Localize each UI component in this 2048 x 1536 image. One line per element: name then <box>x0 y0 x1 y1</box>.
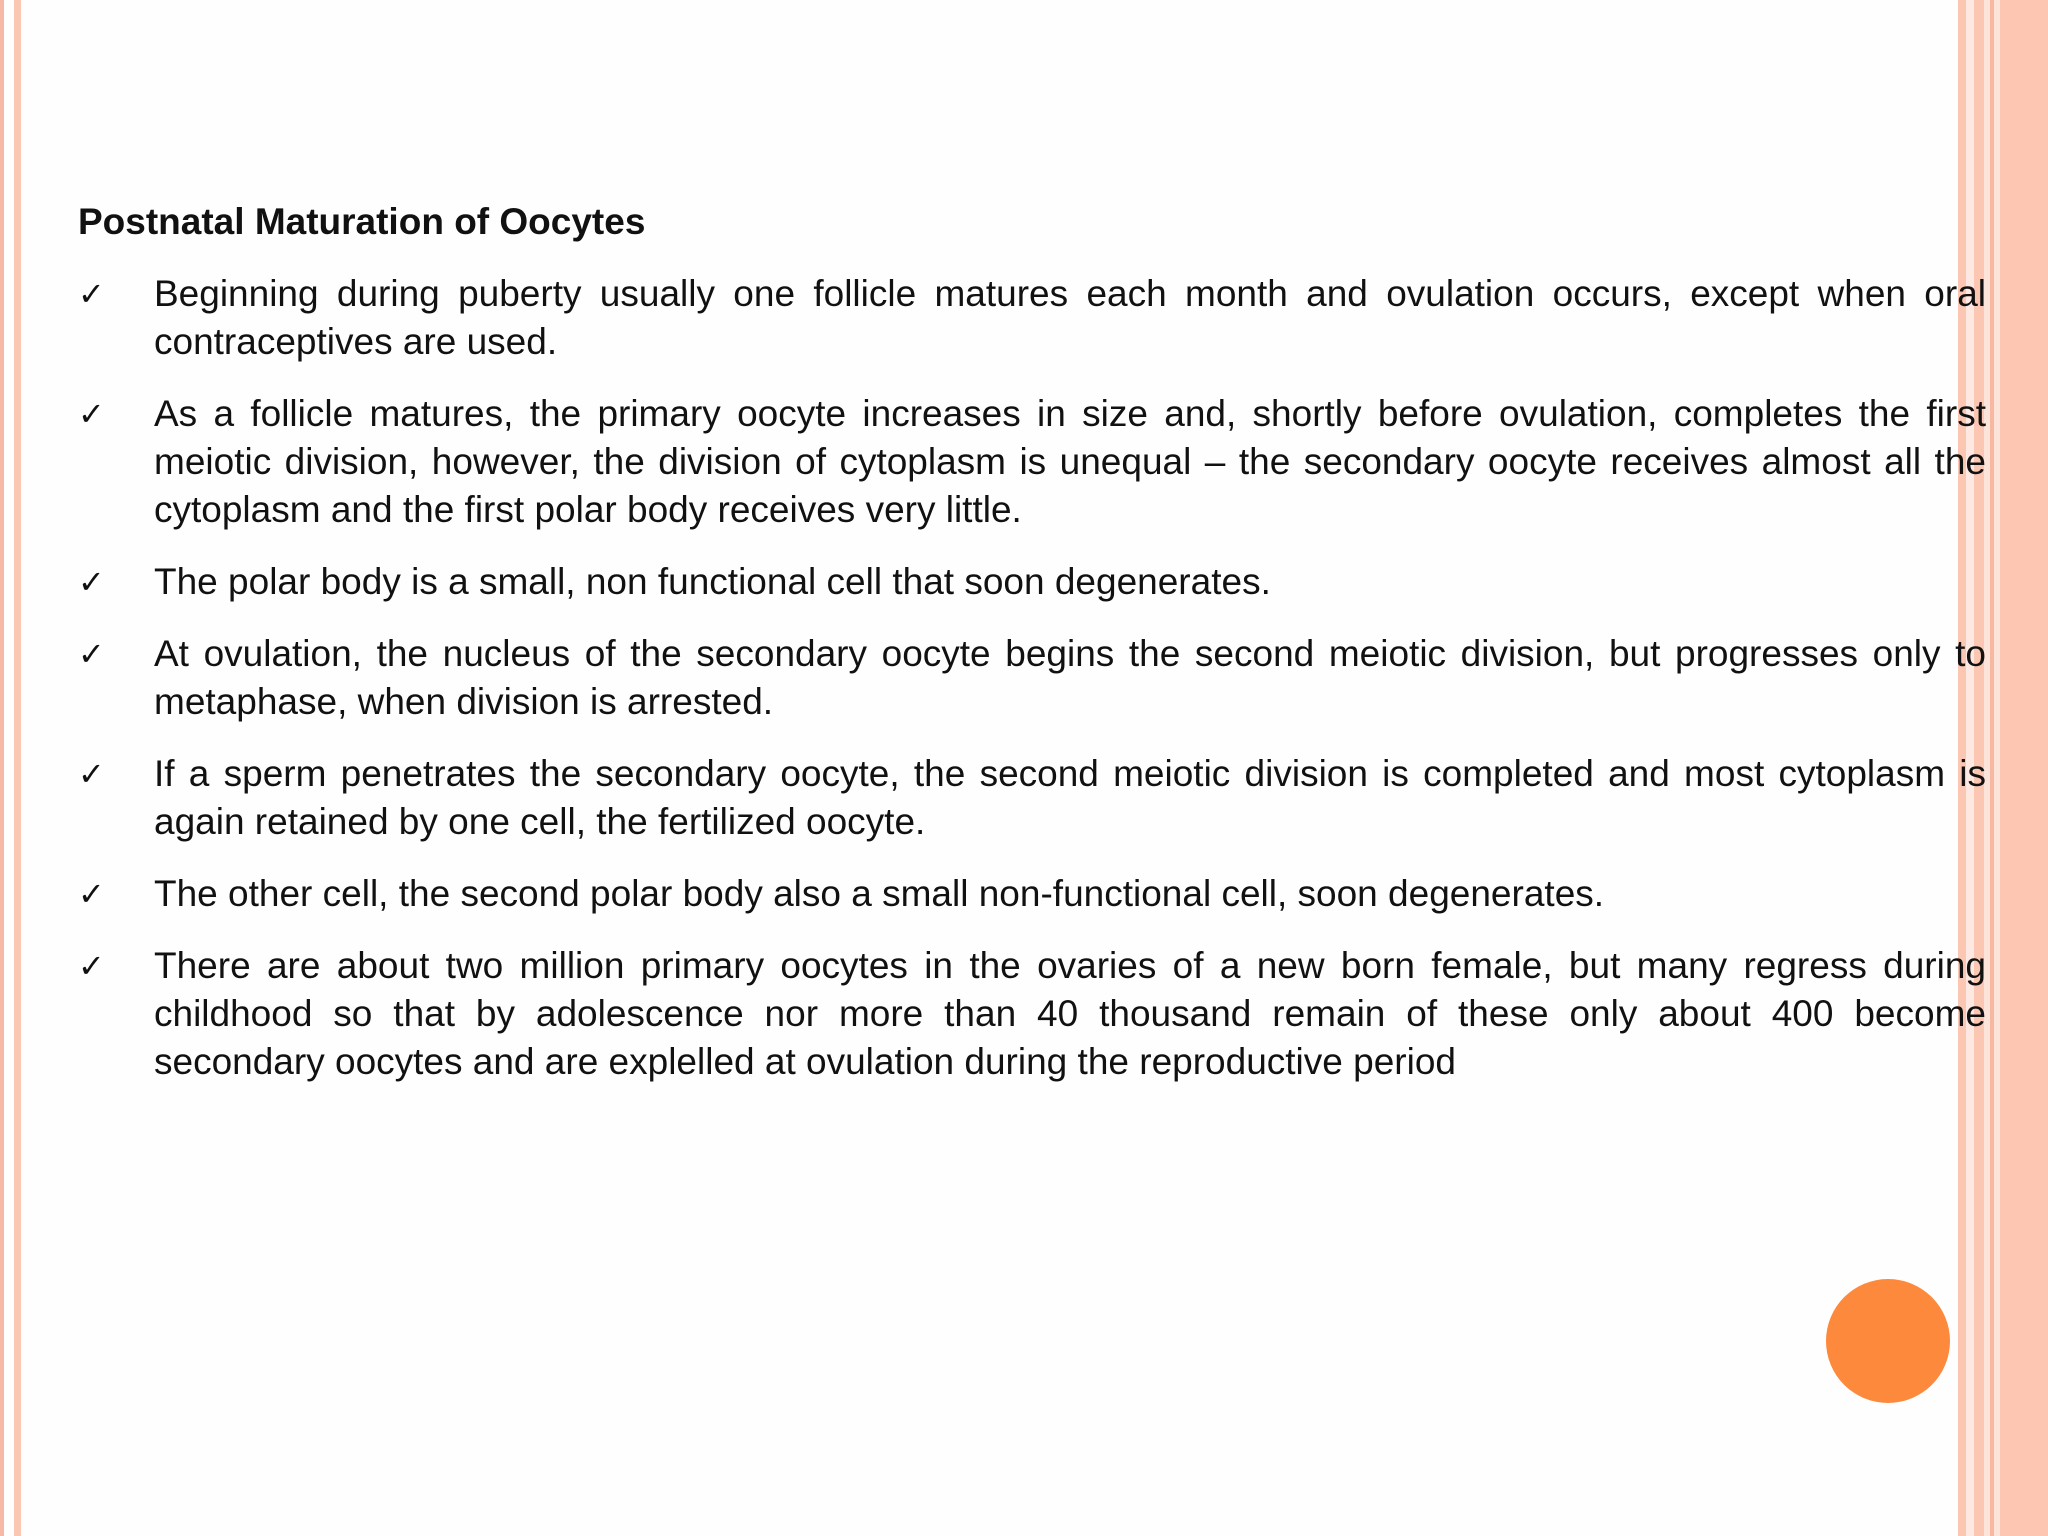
left-border-outer <box>0 0 4 1536</box>
bullet-item <box>78 870 1986 918</box>
checkmark-icon: ✓ <box>78 755 105 793</box>
checkmark-icon: ✓ <box>78 395 105 433</box>
bullet-item <box>78 558 1986 606</box>
slide-title: Postnatal Maturation of Oocytes <box>78 201 646 242</box>
bullet-text: The other cell, the second polar body also a small non-functional cell, soon degenerates. <box>154 873 1605 914</box>
bullet-text: At ovulation, the nucleus of the secondary oocyte begins the second meiotic division, but progresses only to metaphase, when division is arrested. <box>154 633 1986 722</box>
orange-circle-decoration <box>1826 1279 1950 1403</box>
bullet-item <box>78 750 1986 846</box>
bullet-list <box>78 270 1986 1110</box>
checkmark-icon: ✓ <box>78 275 105 313</box>
bullet-text: If a sperm penetrates the secondary oocyte, the second meiotic division is completed and most cytoplasm is again retained by one cell, the fertilized oocyte. <box>154 753 1986 842</box>
bullet-item <box>78 270 1986 366</box>
checkmark-icon: ✓ <box>78 563 105 601</box>
bullet-text: As a follicle matures, the primary oocyte increases in size and, shortly before ovulation, completes the first meiotic division, however, the division of cytoplasm is unequal – the secondary oocyte receives almost all the cytoplasm and the first polar body receives very little. <box>154 393 1986 530</box>
bullet-text: The polar body is a small, non functional cell that soon degenerates. <box>154 561 1271 602</box>
checkmark-icon: ✓ <box>78 635 105 673</box>
checkmark-icon: ✓ <box>78 947 105 985</box>
right-border-band <box>2000 0 2048 1536</box>
bullet-item <box>78 942 1986 1086</box>
bullet-item <box>78 630 1986 726</box>
checkmark-icon: ✓ <box>78 875 105 913</box>
left-border-inner <box>14 0 21 1536</box>
bullet-text: There are about two million primary oocytes in the ovaries of a new born female, but many regress during childhood so that by adolescence nor more than 40 thousand remain of these only about 400 become secondary oocytes and are explelled at ovulation during the reproductive period <box>154 945 1986 1082</box>
bullet-item <box>78 390 1986 534</box>
bullet-text: Beginning during puberty usually one follicle matures each month and ovulation occurs, except when oral contraceptives are used. <box>154 273 1986 362</box>
